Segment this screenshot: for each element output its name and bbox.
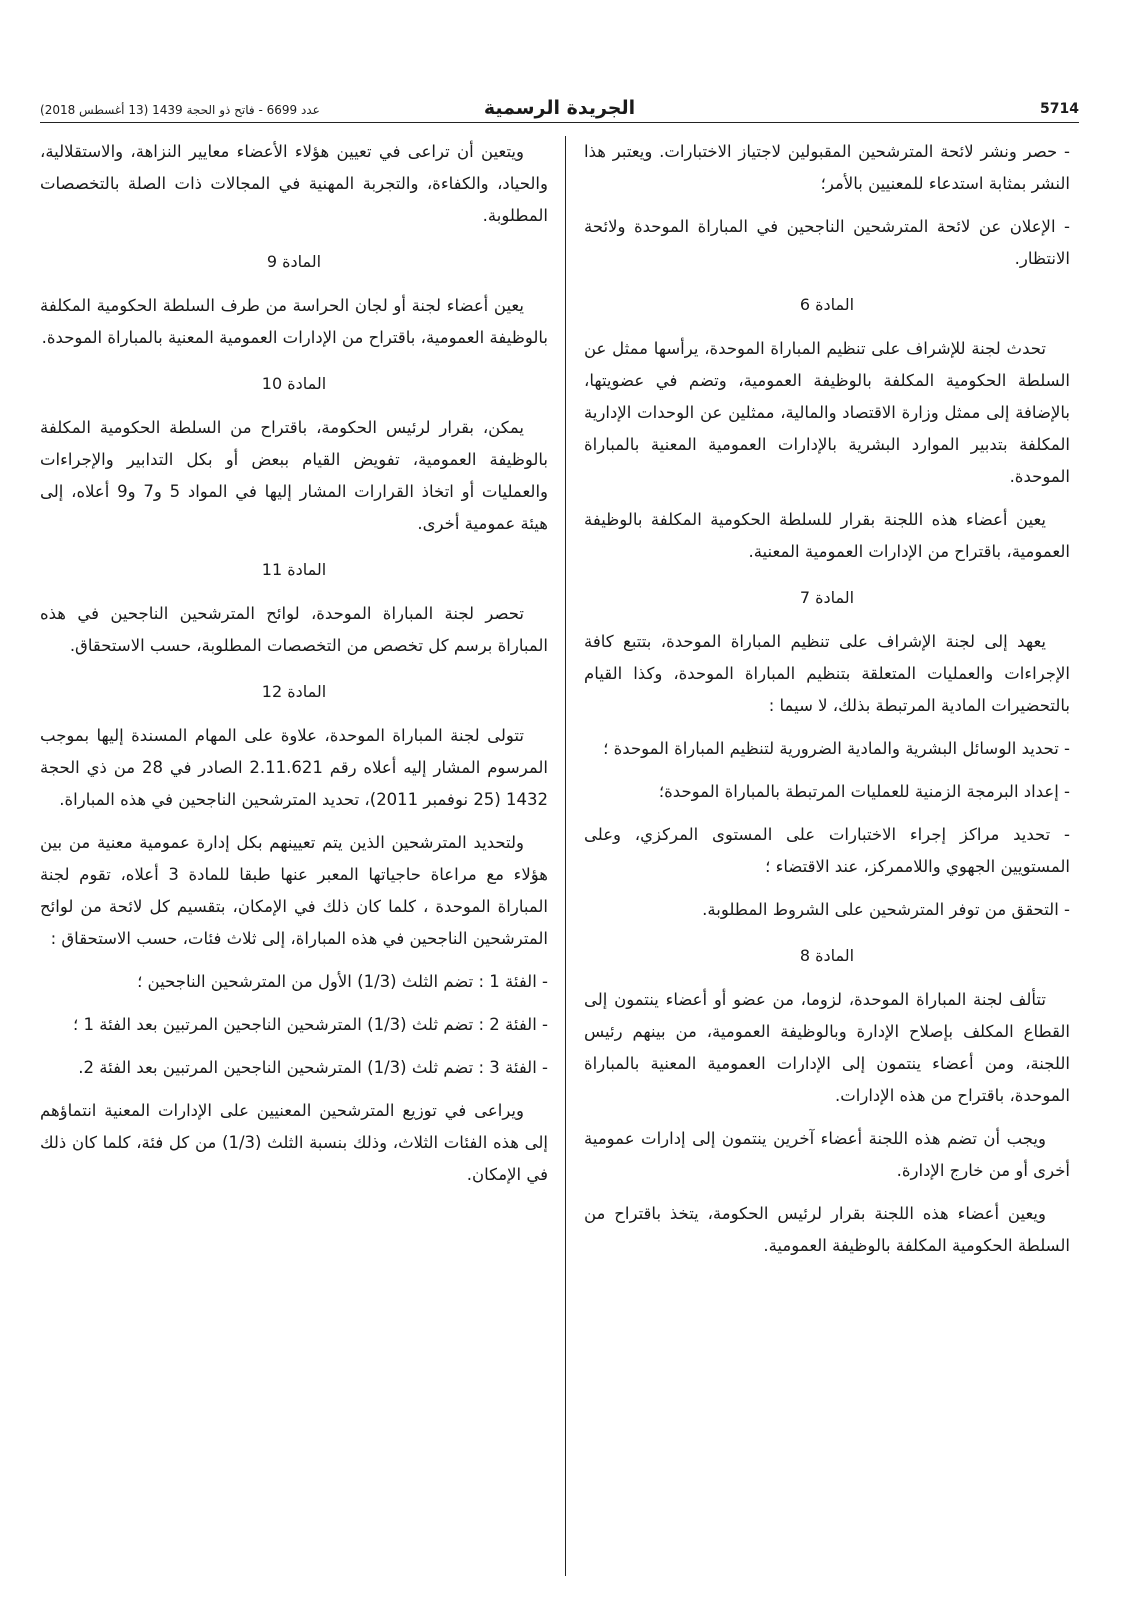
paragraph: ويراعى في توزيع المترشحين المعنيين على الإدارات المعنية انتماؤهم إلى هذه الفئات الثلاث، وذلك بنسبة الثلث (1/3) من كل فئة، كلما كان ذلك في الإمكان. [40,1101,549,1184]
article-heading: المادة 7 [799,588,855,607]
paragraph: ولتحديد المترشحين الذين يتم تعيينهم بكل إدارة عمومية معنية من بين هؤلاء مع مراعاة حاجياتها المعبر عنها طبقا للمادة 3 أعلاه، تقوم لجنة المباراة الموحدة ، كلما كان ذلك في الإمكان، بتقسيم كل لائحة من لوائح المترشحين الناجحين في هذه المباراة، إلى ثلاث فئات، حسب الاستحقاق : [40,833,548,948]
article-heading: المادة 11 [261,560,327,579]
article-heading: المادة 9 [266,252,322,271]
article-heading: المادة 6 [799,295,855,314]
paragraph: يعين أعضاء هذه اللجنة بقرار للسلطة الحكومية المكلفة بالوظيفة العمومية، باقتراح من الإدارات العمومية المعنية. [584,510,1070,561]
paragraph: - الفئة 2 : تضم ثلث (1/3) المترشحين الناجحين المرتبين بعد الفئة 1 ؛ [73,1015,548,1034]
paragraph: تحدث لجنة للإشراف على تنظيم المباراة الموحدة، يرأسها ممثل عن السلطة الحكومية المكلفة بالوظيفة العمومية، وتضم في عضويتها، بالإضافة إلى ممثل وزارة الاقتصاد والمالية، ممثلين عن الوحدات الإدارية المكلفة بتدبير الموارد البشرية بالإدارات العمومية المعنية بالمباراة الموحدة. [584,339,1070,486]
paragraph: يمكن، بقرار لرئيس الحكومة، باقتراح من السلطة الحكومية المكلفة بالوظيفة العمومية، تفويض القيام ببعض أو بكل التدابير والإجراءات والعمليات أو اتخاذ القرارات المشار إليها في المواد 5 و7 و9 أعلاه، إلى هيئة عمومية أخرى. [40,418,549,533]
paragraph: - حصر ونشر لائحة المترشحين المقبولين لاجتياز الاختبارات. ويعتبر هذا النشر بمثابة استدعاء للمعنيين بالأمر؛ [584,142,1070,193]
paragraph: - تحديد الوسائل البشرية والمادية الضرورية لتنظيم المباراة الموحدة ؛ [603,739,1070,758]
gazette-title: الجريدة الرسمية [483,97,636,119]
paragraph: - التحقق من توفر المترشحين على الشروط المطلوبة. [702,900,1070,919]
paragraph: ويجب أن تضم هذه اللجنة أعضاء آخرين ينتمون إلى إدارات عمومية أخرى أو من خارج الإدارة. [584,1129,1070,1180]
paragraph: - إعداد البرمجة الزمنية للعمليات المرتبطة بالمباراة الموحدة؛ [658,782,1070,801]
paragraph: تتألف لجنة المباراة الموحدة، لزوما، من عضو أو أعضاء ينتمون إلى القطاع المكلف بإصلاح الإدارة وبالوظيفة العمومية، من بينهم رئيس اللجنة، ومن أعضاء ينتمون إلى الإدارات العمومية المعنية بالمباراة الموحدة، باقتراح من هذه الإدارات. [584,990,1070,1105]
paragraph: يعين أعضاء لجنة أو لجان الحراسة من طرف السلطة الحكومية المكلفة بالوظيفة العمومية، باقتراح من الإدارات العمومية المعنية بالمباراة الموحدة. [40,296,548,347]
paragraph: - الإعلان عن لائحة المترشحين الناجحين في المباراة الموحدة ولائحة الانتظار. [584,217,1070,268]
article-heading: المادة 8 [799,946,855,965]
paragraph: يعهد إلى لجنة الإشراف على تنظيم المباراة الموحدة، بتتبع كافة الإجراءات والعمليات المتعلقة بتنظيم المباراة الموحدة، وكذا القيام بالتحضيرات المادية المرتبطة بذلك، لا سيما : [584,632,1070,715]
article-heading: المادة 10 [261,374,327,393]
page-header [40,88,1079,123]
paragraph: - الفئة 3 : تضم ثلث (1/3) المترشحين الناجحين المرتبين بعد الفئة 2. [78,1058,548,1077]
page-number: 5714 [1040,101,1079,117]
paragraph: تتولى لجنة المباراة الموحدة، علاوة على المهام المسندة إليها بموجب المرسوم المشار إليه أعلاه رقم 2.11.621 الصادر في 28 من ذي الحجة 1432 (25 نوفمبر 2011)، تحديد المترشحين الناجحين في هذه المباراة. [40,726,549,809]
left-column [40,136,548,1202]
article-heading: المادة 12 [261,682,327,701]
paragraph: - الفئة 1 : تضم الثلث (1/3) الأول من المترشحين الناجحين ؛ [137,972,548,991]
paragraph: ويتعين أن تراعى في تعيين هؤلاء الأعضاء معايير النزاهة، والاستقلالية، والحياد، والكفاءة، والتجربة المهنية في المجالات ذات الصلة بالتخصصات المطلوبة. [40,142,548,225]
paragraph: تحصر لجنة المباراة الموحدة، لوائح المترشحين الناجحين في هذه المباراة برسم كل تخصص من التخصصات المطلوبة، حسب الاستحقاق. [40,604,548,655]
right-column [584,136,1070,1273]
column-divider [565,136,566,1576]
paragraph: ويعين أعضاء هذه اللجنة بقرار لرئيس الحكومة، يتخذ باقتراح من السلطة الحكومية المكلفة بالوظيفة العمومية. [584,1204,1070,1255]
issue-info: عدد 6699 - فاتح ذو الحجة 1439 (13 أغسطس 2018) [40,103,320,117]
paragraph: - تحديد مراكز إجراء الاختبارات على المستوى المركزي، وعلى المستويين الجهوي واللاممركز، عند الاقتضاء ؛ [584,825,1070,876]
